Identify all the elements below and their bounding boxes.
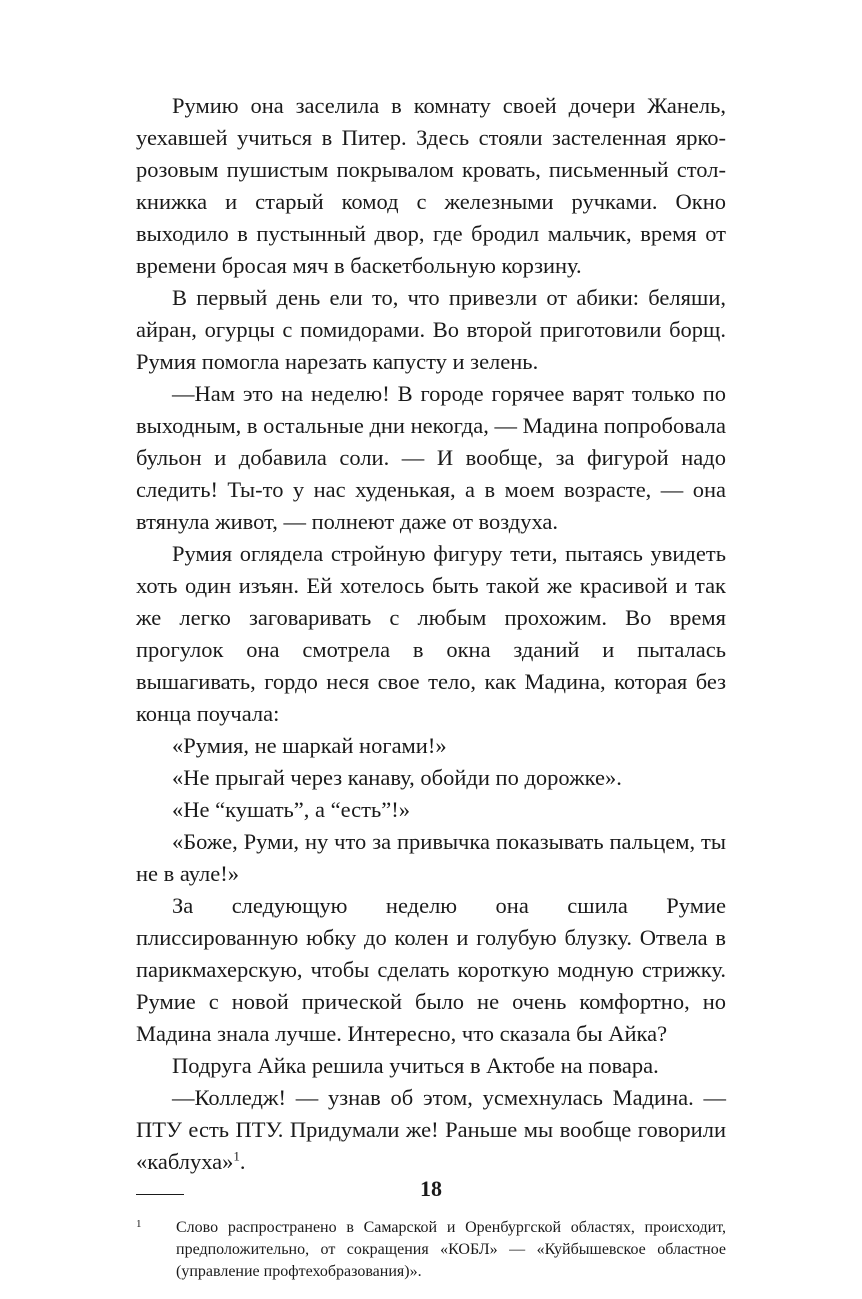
paragraph-6: «Не прыгай через канаву, обойди по дорожке». <box>172 765 622 790</box>
paragraph-4: Румия оглядела стройную фигуру тети, пытаясь увидеть хоть один изъян. Ей хотелось быть такой же красивой и так же легко заговаривать с любым прохожим. Во время прогулок она смотрела в окна зданий и пыталась вышагивать, гордо неся свое тело, как Мадина, которая без конца поучала: <box>136 541 726 726</box>
paragraph-2: В первый день ели то, что привезли от абики: беляши, айран, огурцы с помидорами. Во второй приготовили борщ. Румия помогла нарезать капусту и зелень. <box>136 285 726 374</box>
paragraph-8: «Боже, Руми, ну что за привычка показывать пальцем, ты не в ауле!» <box>136 829 726 886</box>
page-number: 18 <box>420 1176 442 1201</box>
paragraph-9: За следующую неделю она сшила Румие плиссированную юбку до колен и голубую блузку. Отвела в парикмахерскую, чтобы сделать короткую модную стрижку. Румие с новой прической было не очень комфортно, но Мадина знала лучше. Интересно, что сказала бы Айка? <box>136 893 726 1046</box>
paragraph-11 <box>136 1082 726 1178</box>
footnote-reference[interactable]: 1 <box>233 1148 240 1164</box>
paragraph-11-end: . <box>239 1149 246 1174</box>
paragraph-5: «Румия, не шаркай ногами!» <box>172 733 447 758</box>
paragraph-11-text: —Колледж! — узнав об этом, усмехнулась Мадина. — ПТУ есть ПТУ. Придумали же! Раньше мы вообще говорили «каблуха» <box>136 1085 726 1174</box>
footnote <box>136 1217 726 1283</box>
paragraph-7: «Не “кушать”, а “есть”!» <box>172 797 410 822</box>
paragraph-1: Румию она заселила в комнату своей дочери Жанель, уехавшей учиться в Питер. Здесь стояли застеленная ярко-розовым пушистым покрывалом кровать, письменный стол-книжка и старый комод с железными ручками. Окно выходило в пустынный двор, где бродил мальчик, время от времени бросая мяч в баскетбольную корзину. <box>136 93 726 278</box>
paragraph-3: —Нам это на неделю! В городе горячее варят только по выходным, в остальные дни некогда, — Мадина попробовала бульон и добавила соли. — И вообще, за фигурой надо следить! Ты-то у нас худенькая, а в моем возрасте, — она втянула живот, — полнеют даже от воздуха. <box>136 381 726 534</box>
footnote-text: Слово распространено в Самарской и Оренбургской областях, происходит, предположительно, от сокращения «КОБЛ» — «Куйбышевское областное (управление профтехобразования)». <box>176 1219 726 1280</box>
footnote-mark: 1 <box>136 1218 142 1230</box>
page-body <box>136 90 726 1283</box>
paragraph-10: Подруга Айка решила учиться в Актобе на повара. <box>172 1053 659 1078</box>
